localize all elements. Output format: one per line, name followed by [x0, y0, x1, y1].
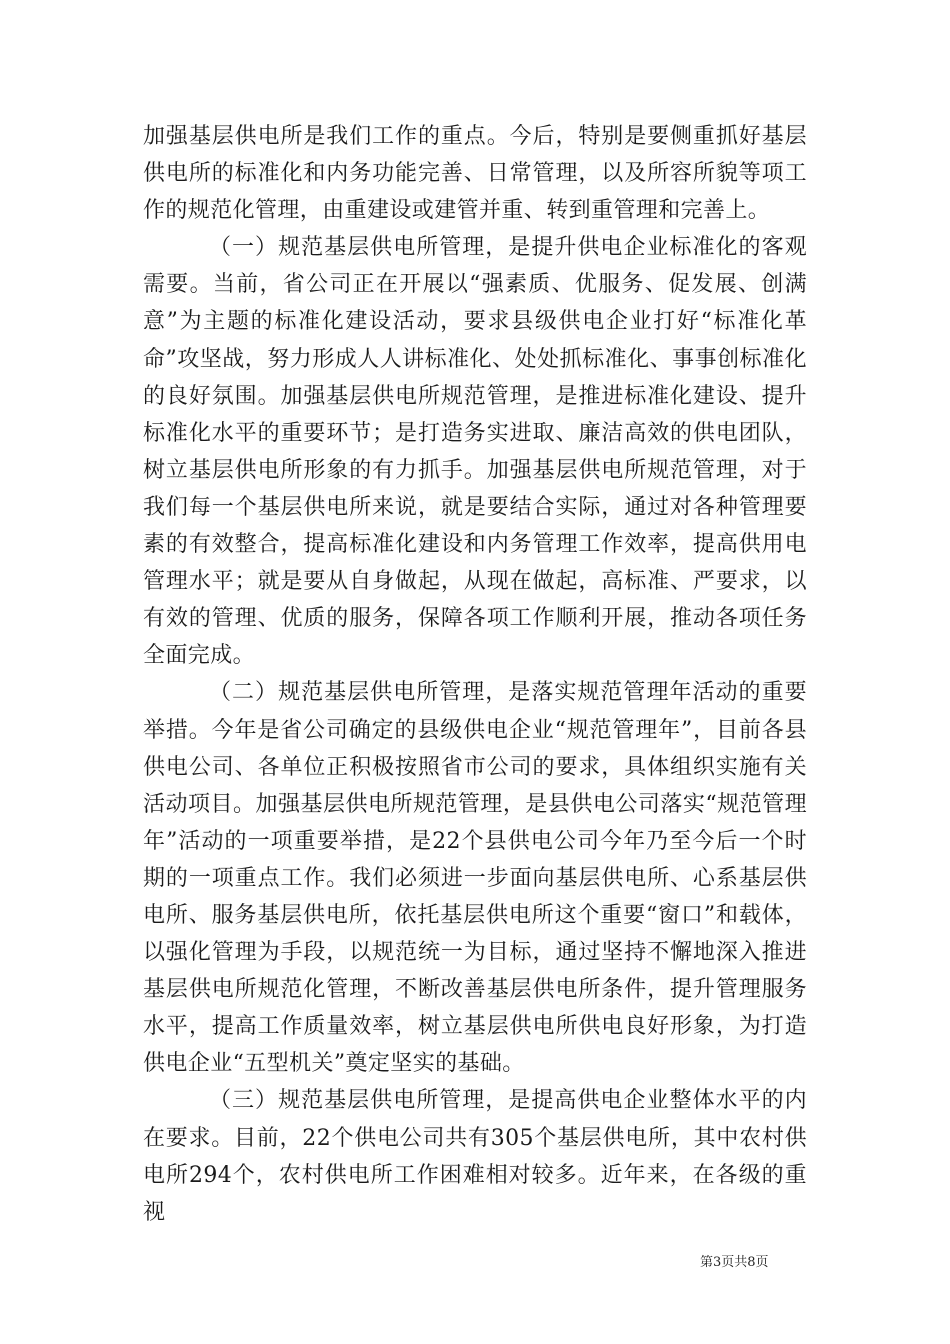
paragraph-continuation: 加强基层供电所是我们工作的重点。今后，特别是要侧重抓好基层供电所的标准化和内务功能完善、日常管理，以及所容所貌等项工作的规范化管理，由重建设或建管并重、转到重管理和完善上。 — [143, 124, 807, 224]
document-body — [143, 118, 807, 1231]
paragraph-section-3: （三）规范基层供电所管理，是提高供电企业整体水平的内在要求。目前，22个供电公司共有305个基层供电所，其中农村供电所294个，农村供电所工作困难相对较多。近年来，在各级的重视 — [143, 1088, 807, 1225]
paragraph-section-1: （一）规范基层供电所管理，是提升供电企业标准化的客观需要。当前，省公司正在开展以“强素质、优服务、促发展、创满意”为主题的标准化建设活动，要求县级供电企业打好“标准化革命”攻坚战，努力形成人人讲标准化、处处抓标准化、事事创标准化的良好氛围。加强基层供电所规范管理，是推进标准化建设、提升标准化水平的重要环节；是打造务实进取、廉洁高效的供电团队，树立基层供电所形象的有力抓手。加强基层供电所规范管理，对于我们每一个基层供电所来说，就是要结合实际，通过对各种管理要素的有效整合，提高标准化建设和内务管理工作效率，提高供用电管理水平；就是要从自身做起，从现在做起，高标准、严要求，以有效的管理、优质的服务，保障各项工作顺利开展，推动各项任务全面完成。 — [143, 235, 807, 669]
paragraph-section-2: （二）规范基层供电所管理，是落实规范管理年活动的重要举措。今年是省公司确定的县级供电企业“规范管理年”，目前各县供电公司、各单位正积极按照省市公司的要求，具体组织实施有关活动项目。加强基层供电所规范管理，是县供电公司落实“规范管理年”活动的一项重要举措，是22个县供电公司今年乃至今后一个时期的一项重点工作。我们必须进一步面向基层供电所、心系基层供电所、服务基层供电所，依托基层供电所这个重要“窗口”和载体，以强化管理为手段，以规范统一为目标，通过坚持不懈地深入推进基层供电所规范化管理，不断改善基层供电所条件，提升管理服务水平，提高工作质量效率，树立基层供电所供电良好形象，为打造供电企业“五型机关”奠定坚实的基础。 — [143, 680, 807, 1077]
page-number-footer: 第3页共8页 — [700, 1255, 769, 1270]
